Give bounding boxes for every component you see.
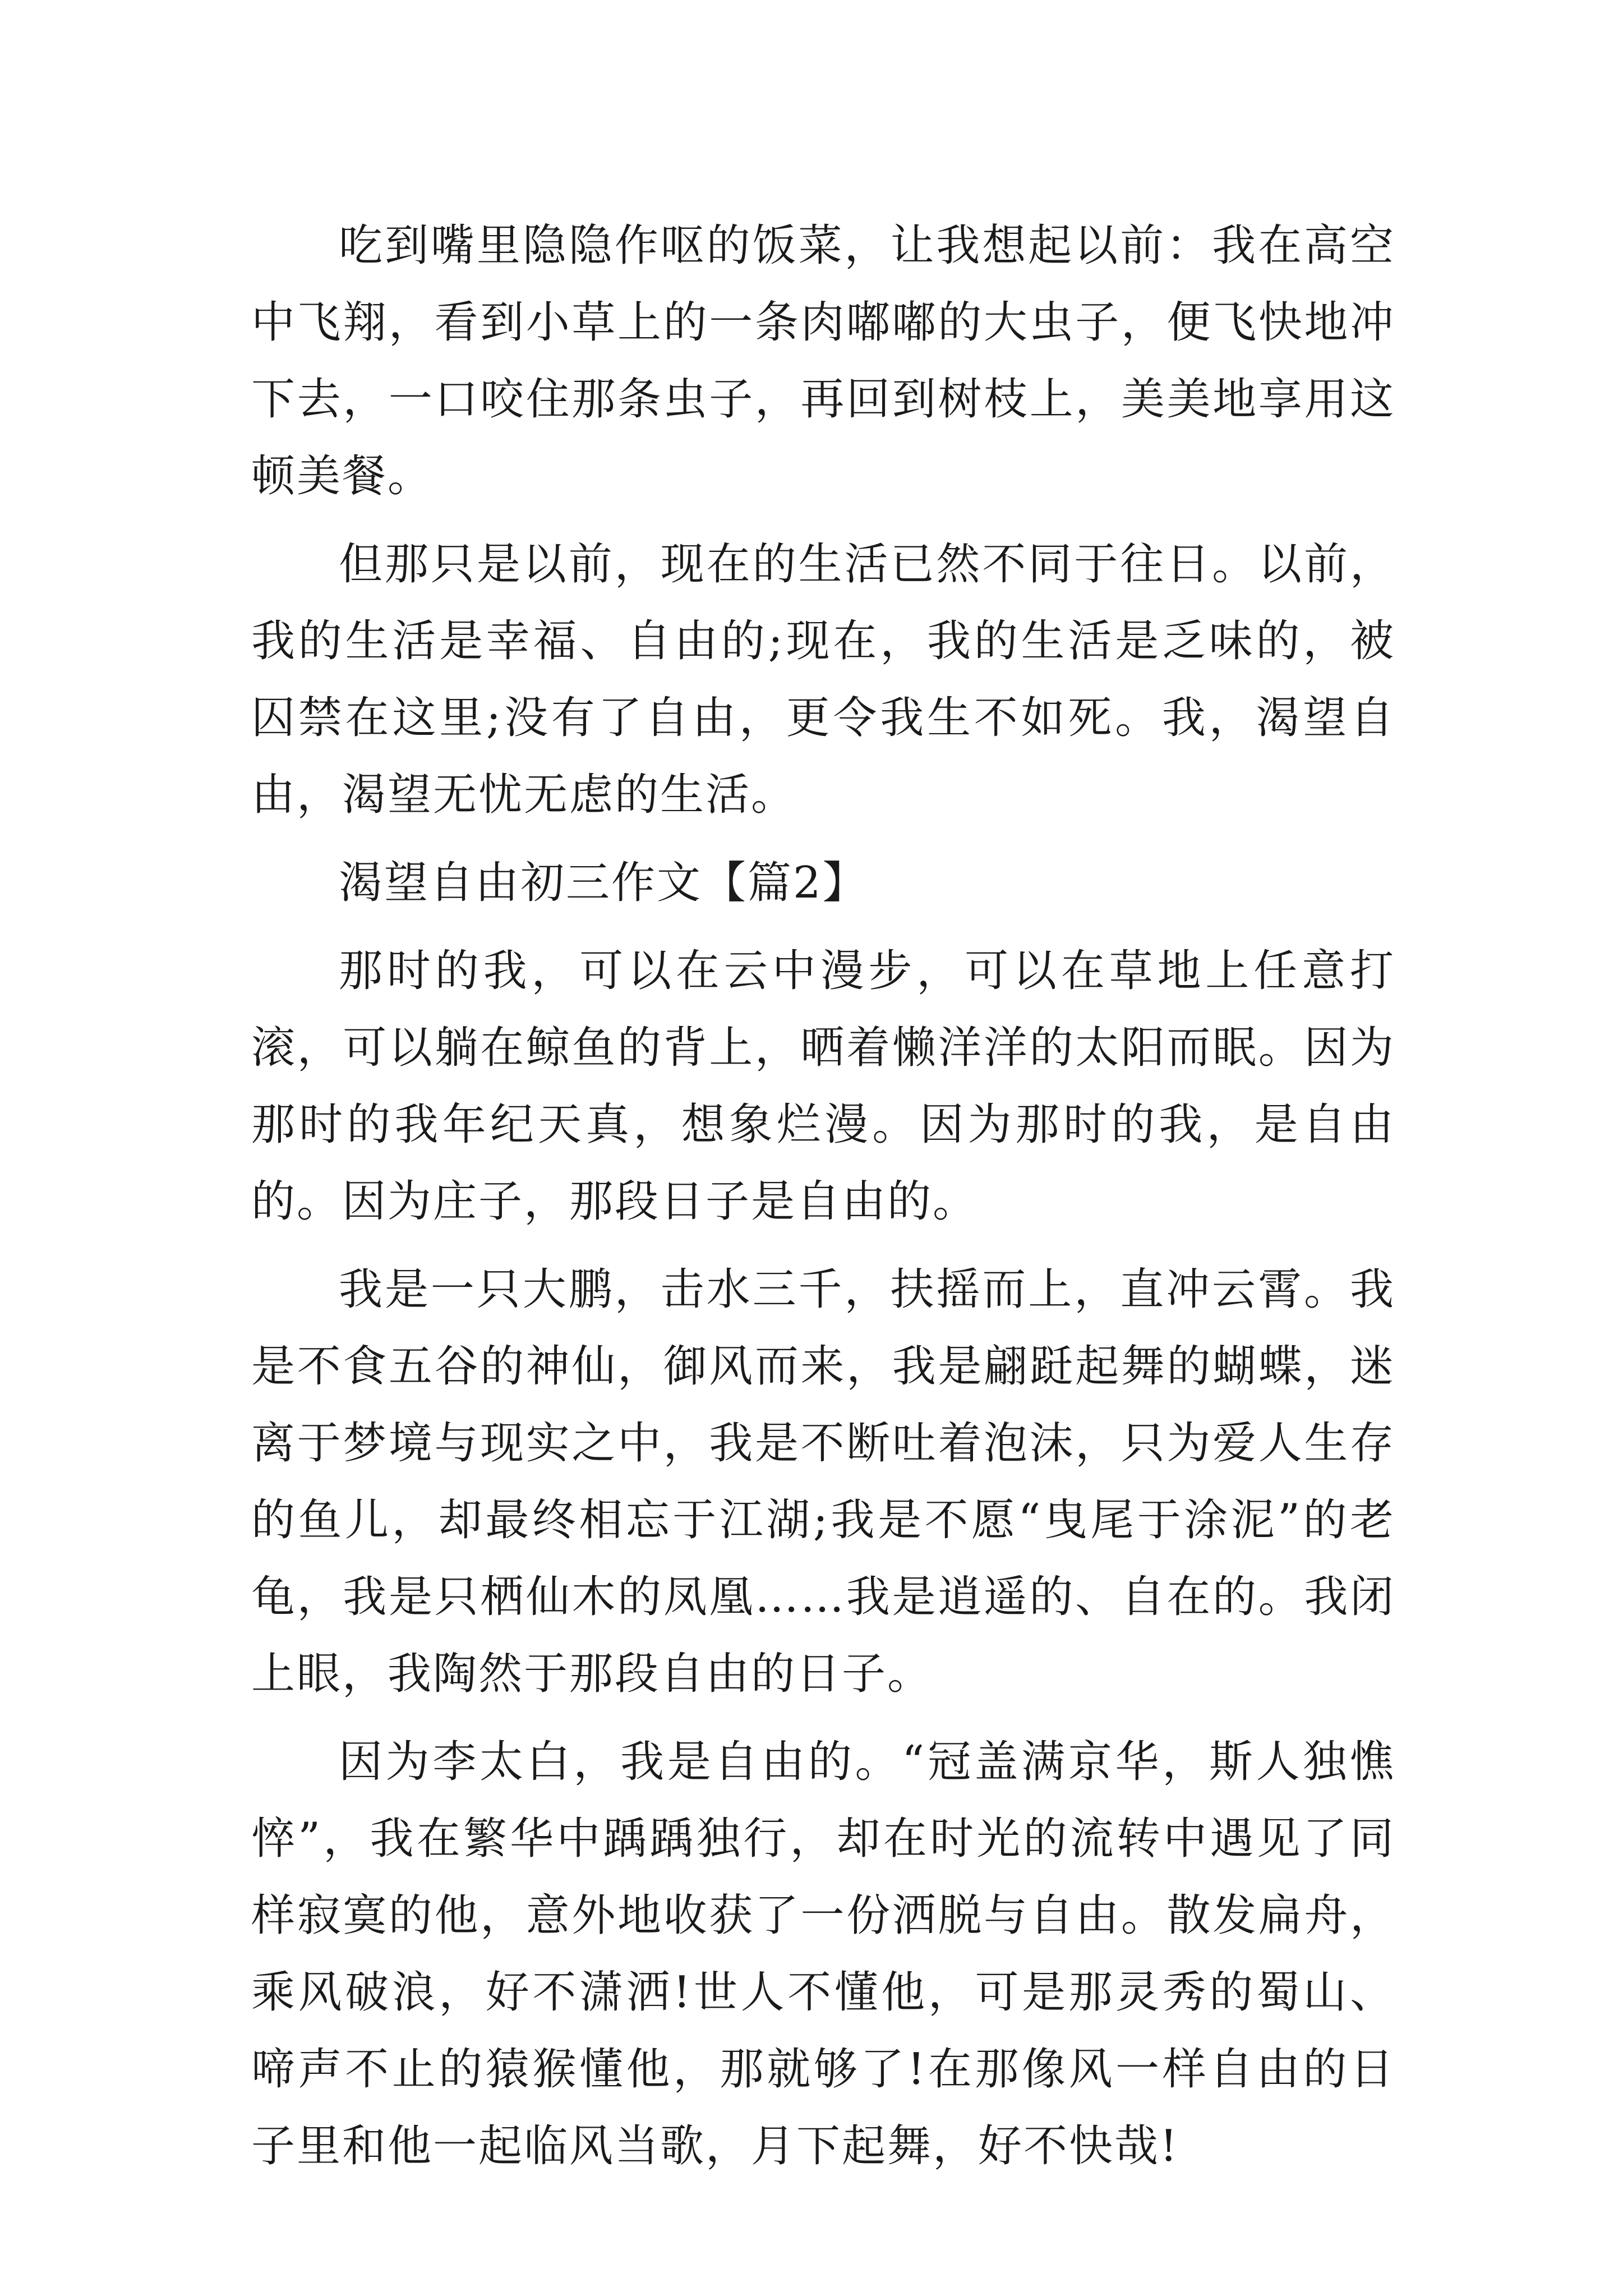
paragraph: 我是一只大鹏，击水三千，扶摇而上，直冲云霄。我是不食五谷的神仙，御风而来，我是翩跹起舞的蝴蝶，迷离于梦境与现实之中，我是不断吐着泡沫，只为爱人生存的鱼儿，却最终相忘于江湖;我是不愿“曳尾于涂泥”的老龟，我是只栖仙木的凤凰……我是逍遥的、自在的。我闭上眼，我陶然于那段自由的日子。 [251,1264,1395,1699]
paragraph: 因为李太白，我是自由的。“冠盖满京华，斯人独憔悴”，我在繁华中踽踽独行，却在时光的流转中遇见了同样寂寞的他，意外地收获了一份洒脱与自由。散发扁舟，乘风破浪，好不潇洒!世人不懂他，可是那灵秀的蜀山、啼声不止的猿猴懂他，那就够了!在那像风一样自由的日子里和他一起临风当歌，月下起舞，好不快哉! [251,1737,1395,2171]
paragraph: 但那只是以前，现在的生活已然不同于往日。以前，我的生活是幸福、自由的;现在，我的生活是乏味的，被囚禁在这里;没有了自由，更令我生不如死。我，渴望自由，渴望无忧无虑的生活。 [251,539,1395,820]
section-heading: 渴望自由初三作文【篇2】 [339,858,868,908]
document-body [251,208,1395,2196]
paragraph: 吃到嘴里隐隐作呕的饭菜，让我想起以前：我在高空中飞翔，看到小草上的一条肉嘟嘟的大虫子，便飞快地冲下去，一口咬住那条虫子，再回到树枝上，美美地享用这顿美餐。 [251,220,1395,501]
paragraph: 那时的我，可以在云中漫步，可以在草地上任意打滚，可以躺在鲸鱼的背上，晒着懒洋洋的太阳而眠。因为那时的我年纪天真，想象烂漫。因为那时的我，是自由的。因为庄子，那段日子是自由的。 [251,946,1395,1227]
